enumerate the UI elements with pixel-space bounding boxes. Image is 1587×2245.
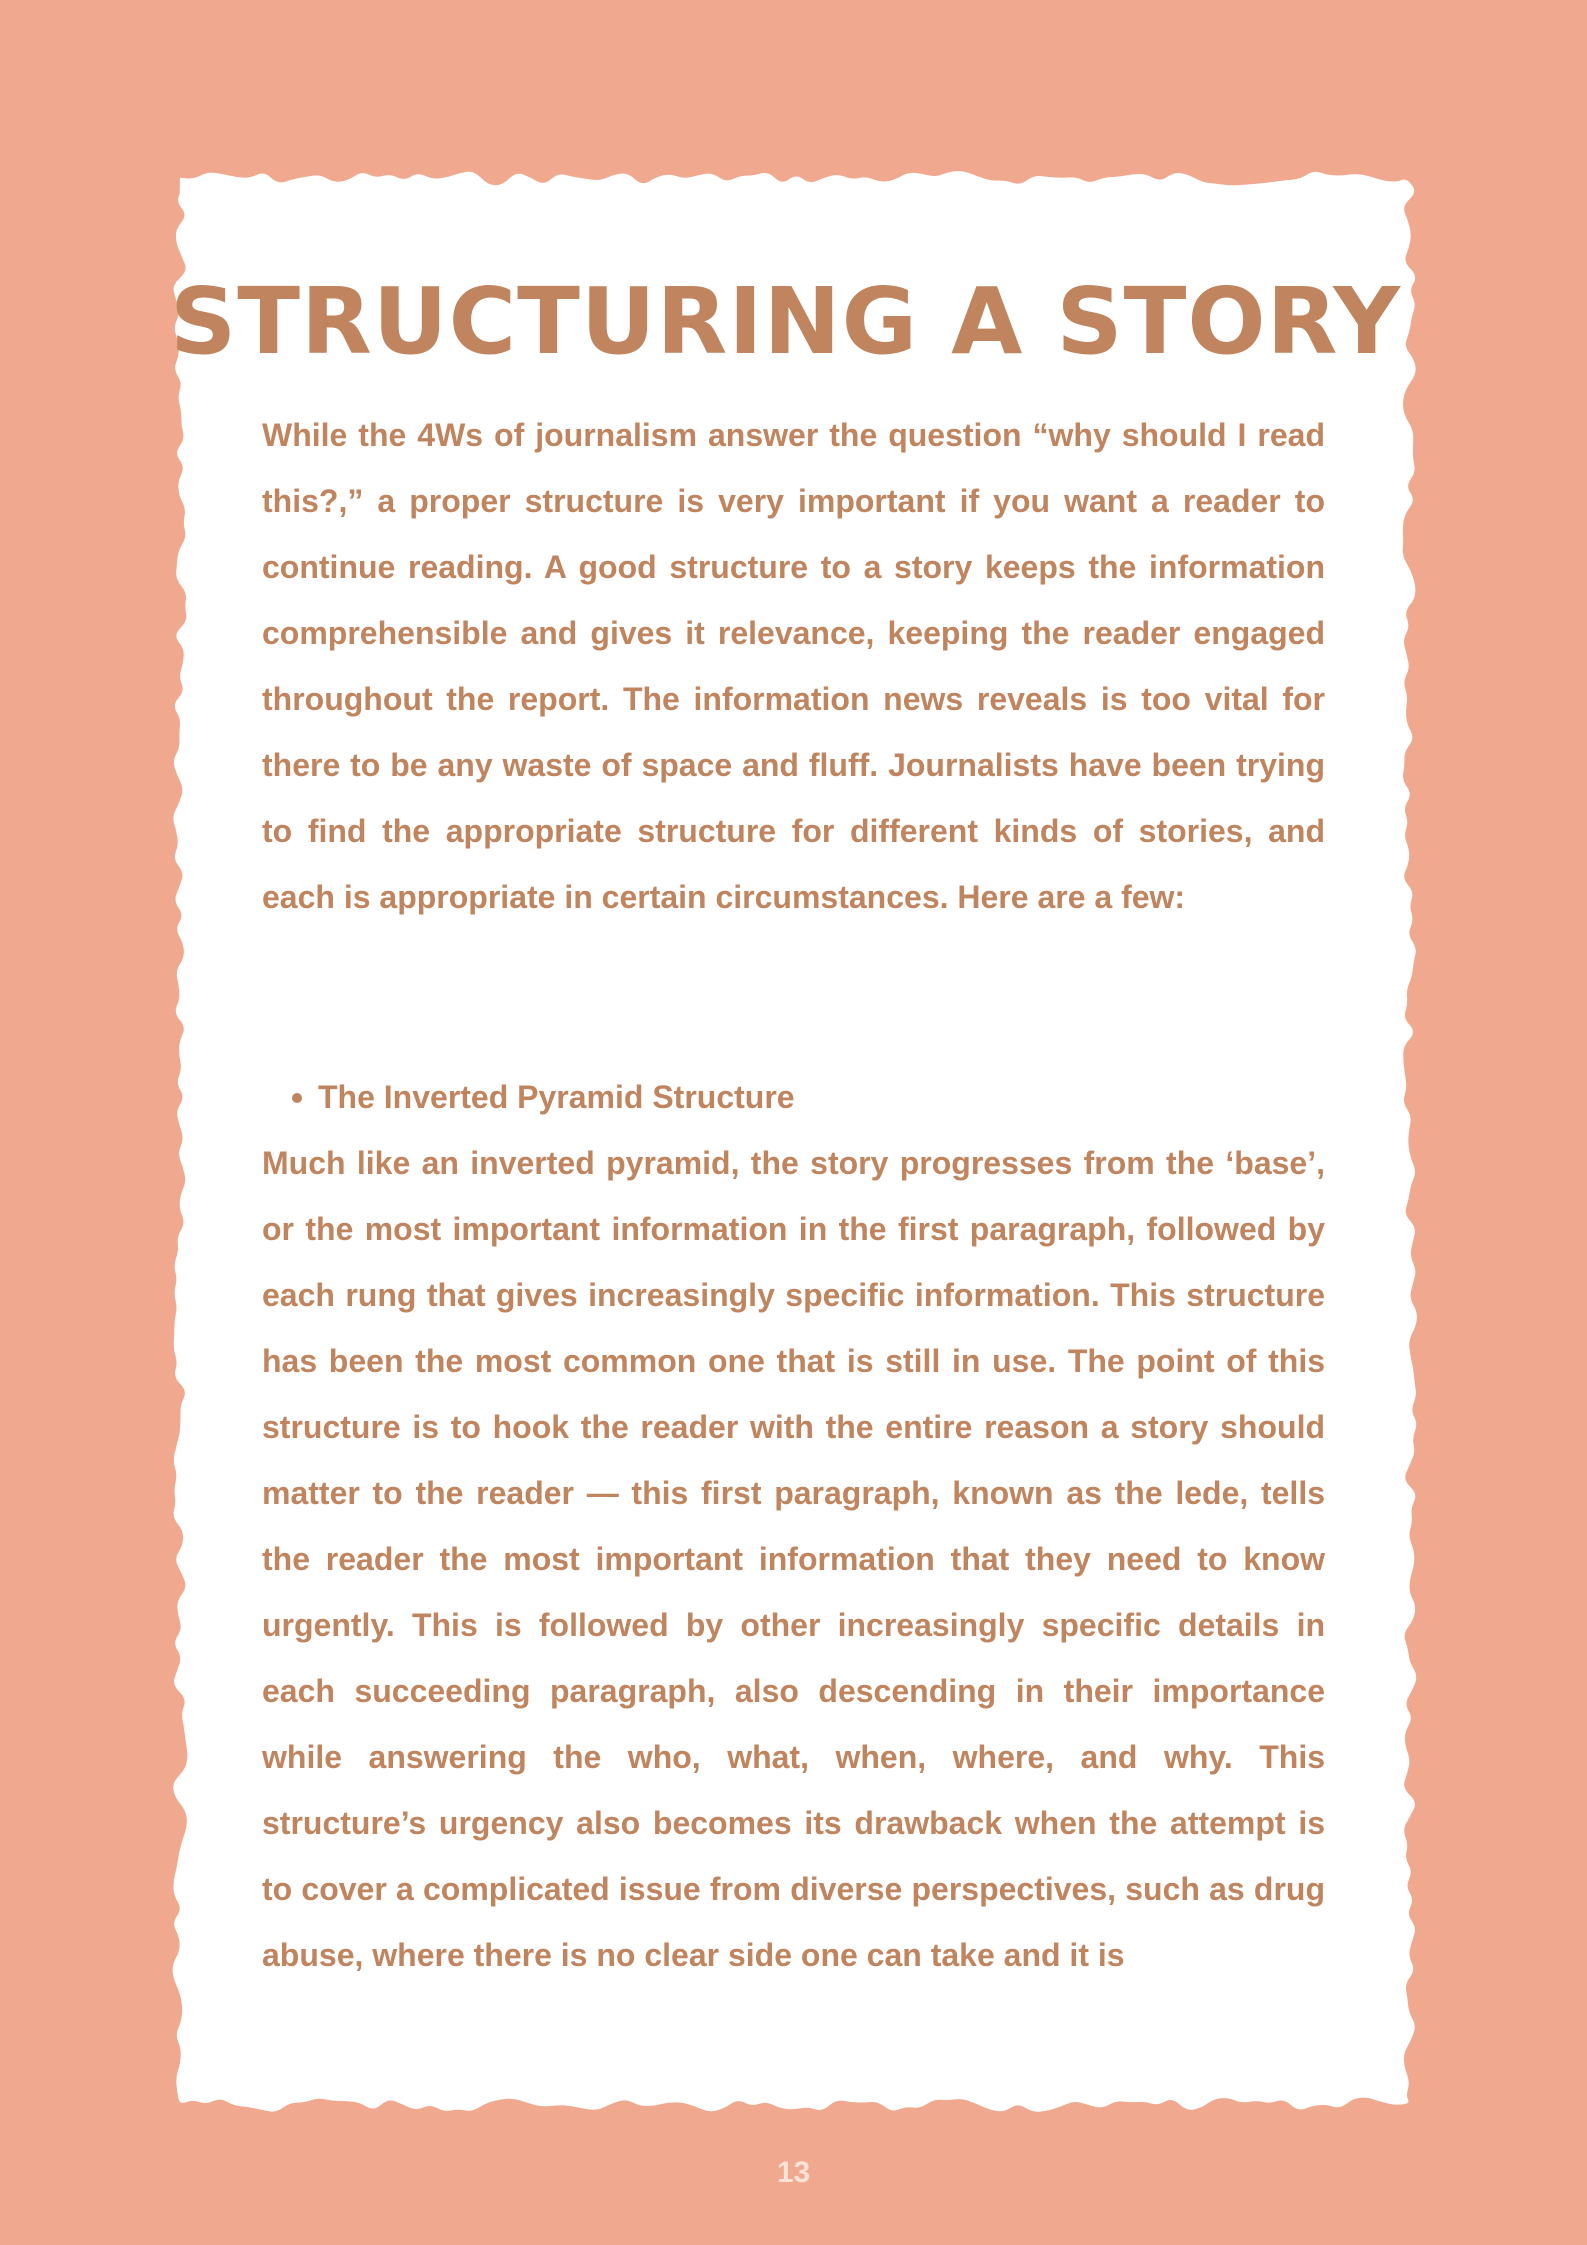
bullet-icon xyxy=(292,1093,302,1103)
intro-paragraph: While the 4Ws of journalism answer the question “why should I read this?,” a proper structure is very important if you want a reader to continue reading. A good structure to a story keeps the information comprehensible and gives it relevance, keeping the reader engaged throughout the report. The information news reveals is too vital for there to be any waste of space and fluff. Journalists have been trying to find the appropriate structure for different kinds of stories, and each is appropriate in certain circumstances. Here are a few: xyxy=(262,417,1325,915)
page-number: 13 xyxy=(776,2156,811,2189)
page-title: STRUCTURING A STORY xyxy=(170,268,1402,375)
list-item xyxy=(262,1064,1325,1130)
body-paragraph: Much like an inverted pyramid, the story progresses from the ‘base’, or the most important information in the first paragraph, followed by each rung that gives increasingly specific information. This structure has been the most common one that is still in use. The point of this structure is to hook the reader with the entire reason a story should matter to the reader — this first paragraph, known as the lede, tells the reader the most important information that they need to know urgently. This is followed by other increasingly specific details in each succeeding paragraph, also descending in their importance while answering the who, what, when, where, and why. This structure’s urgency also becomes its drawback when the attempt is to cover a complicated issue from diverse perspectives, such as drug abuse, where there is no clear side one can take and it is xyxy=(262,1145,1325,1973)
structure-list xyxy=(262,1064,1325,1130)
list-item-label: The Inverted Pyramid Structure xyxy=(318,1079,795,1115)
